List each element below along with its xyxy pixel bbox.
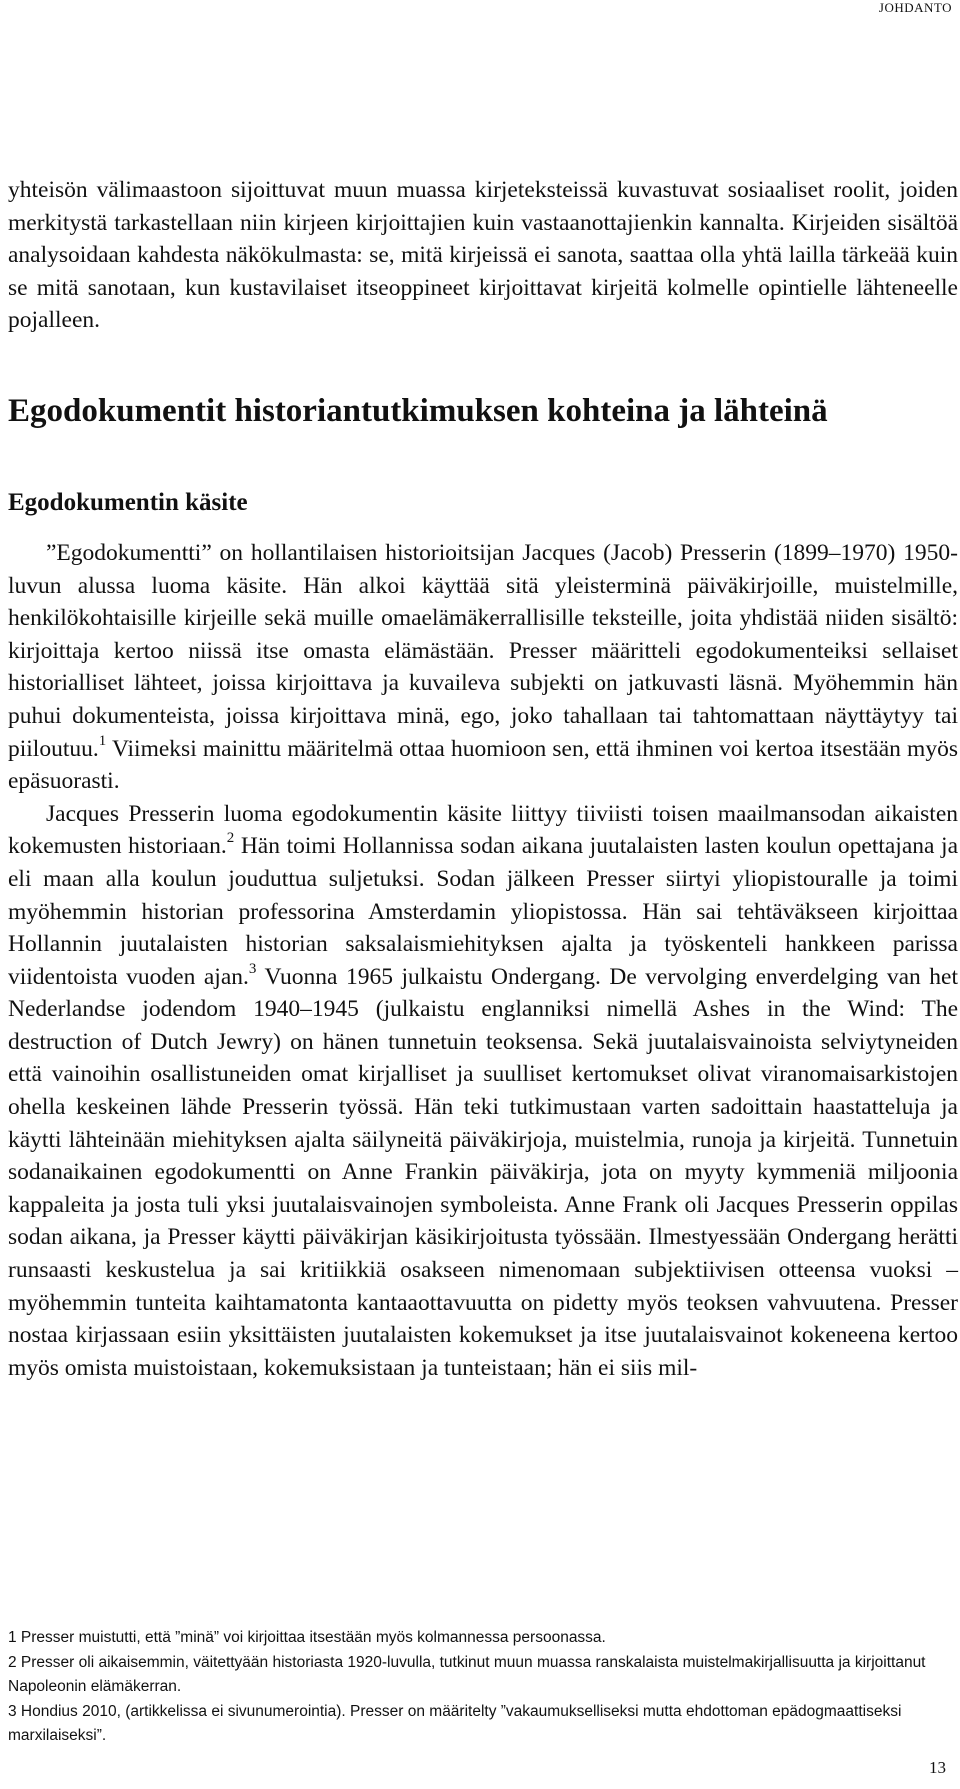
footnote-1: 1 Presser muistutti, että ”minä” voi kirjoittaa itsestään myös kolmannessa persoonassa. <box>8 1629 606 1646</box>
paragraph-text: Viimeksi mainittu määritelmä ottaa huomioon sen, että ihminen voi kertoa itsestään myös epäsuorasti. <box>8 735 958 795</box>
paragraph-text: Hän toimi Hollannissa sodan aikana juutalaisten lasten koulun opettajana ja eli maan alla koulun jouduttua suljetuksi. Sodan jälkeen Presser siirtyi yliopistouralle ja toimi myöhemmin historian professorina Amsterdamin yliopistossa. Hän sai tehtäväkseen kirjoittaa Hollannin juutalaisten historian saksalaismiehityksen ajalta ja työskenteli hankkeen parissa viidentoista vuoden ajan. <box>8 833 959 990</box>
paragraph-text: ”Egodokumentti” on hollantilaisen historioitsijan Jacques (Jacob) Presserin (1899–1970) 1950-luvun alussa luoma käsite. Hän alkoi käyttää sitä yleisterminä päiväkirjoille, muistelmille, henkilökohtaisille kirjeille sekä muille omaelämäkerrallisille teksteille, joita yhdistää niiden sisältö: kirjoittaja kertoo niissä itse omasta elämästään. Presser määritteli egodokumenteiksi sellaiset historialliset lähteet, joissa kirjoittava ja kuvaileva subjekti on jatkuvasti läsnä. Myöhemmin hän puhui dokumenteista, joissa kirjoittava minä, ego, joko tahallaan tai tahtomattaan näyttäytyy tai piiloutuu. <box>8 539 958 762</box>
footnote-ref-1[interactable]: 1 <box>98 732 107 749</box>
footnote-ref-3[interactable]: 3 <box>248 960 257 977</box>
section-heading: Egodokumentit historiantutkimuksen kohteina ja lähteinä <box>8 392 828 429</box>
page-number: 13 <box>929 1758 946 1777</box>
paragraph-presser <box>8 798 958 1385</box>
main-content <box>8 174 958 1384</box>
paragraph-text: Jacques Presserin luoma egodokumentin käsite liittyy tiiviisti toisen maailmansodan aikaisten kokemusten historiaan. <box>8 800 958 860</box>
footnote-ref-2[interactable]: 2 <box>226 830 235 847</box>
paragraph-text: Vuonna 1965 julkaistu Ondergang. De vervolging enverdelging van het Nederlandse jodendom 1940–1945 (julkaistu englanniksi nimellä Ashes in the Wind: The destruction of Dutch Jewry) on hänen tunnetuin teoksensa. Sekä juutalaisvainoista selviytyneiden että vainoihin osallistuneiden omat kirjalliset ja suulliset kertomukset olivat viranomaisarkistojen ohella keskeinen lähde Presserin työssä. Hän teki tutkimustaan varten sadoittain haastatteluja ja käytti lähteinään miehityksen ajalta säilyneitä päiväkirjoja, muistelmia, runoja ja kirjeitä. Tunnetuin sodanaikainen egodokumentti on Anne Frankin päiväkirja, jota on myyty kymmeniä miljoonia kappaleita ja josta tuli yksi juutalaisvainojen symboleista. Anne Frank oli Jacques Presserin oppilas sodan aikana, ja Presser käytti päiväkirjan käsikirjoitusta työssään. Ilmestyessään Ondergang herätti runsaasti keskustelua ja sai kritiikkiä osakseen nimenomaan subjektiivisen otteensa vuoksi – myöhemmin tunteita kaihtamatonta kantaaottavuutta on pidetty myös teoksen vahvuutena. Presser nostaa kirjassaan esiin yksittäisten juutalaisten kokemukset ja itse juutalaisvainot kokeneena kertoo myös omista muistoistaan, kokemuksistaan ja tunteistaan; hän ei siis mil- <box>8 963 958 1381</box>
footnotes <box>8 1626 958 1749</box>
footnote-2: 2 Presser oli aikaisemmin, väitettyään historiasta 1920-luvulla, tutkinut muun muassa ranskalaista muistelmakirjallisuutta ja kirjoittanut Napoleonin elämäkerran. <box>8 1653 926 1695</box>
footnote-3: 3 Hondius 2010, (artikkelissa ei sivunumerointia). Presser on määritelty ”vakaumukselliseksi mutta ehdottoman epädogmaattiseksi marxilaiseksi”. <box>8 1702 902 1744</box>
subsection-heading: Egodokumentin käsite <box>8 488 248 516</box>
intro-paragraph: yhteisön välimaastoon sijoittuvat muun muassa kirjeteksteissä kuvastuvat sosiaaliset roolit, joiden merkitystä tarkastellaan niin kirjeen kirjoittajien kuin vastaanottajienkin kannalta. Kirjeiden sisältöä analysoidaan kahdesta näkökulmasta: se, mitä kirjeissä ei sanota, saattaa olla yhtä lailla tärkeää kuin se mitä sanotaan, kun kustavilaiset itseoppineet kirjoittavat kirjeitä kolmelle opintielle lähteneelle pojalleen. <box>8 177 958 334</box>
running-head: JOHDANTO <box>878 0 952 15</box>
paragraph-egodokumentti <box>8 537 958 798</box>
